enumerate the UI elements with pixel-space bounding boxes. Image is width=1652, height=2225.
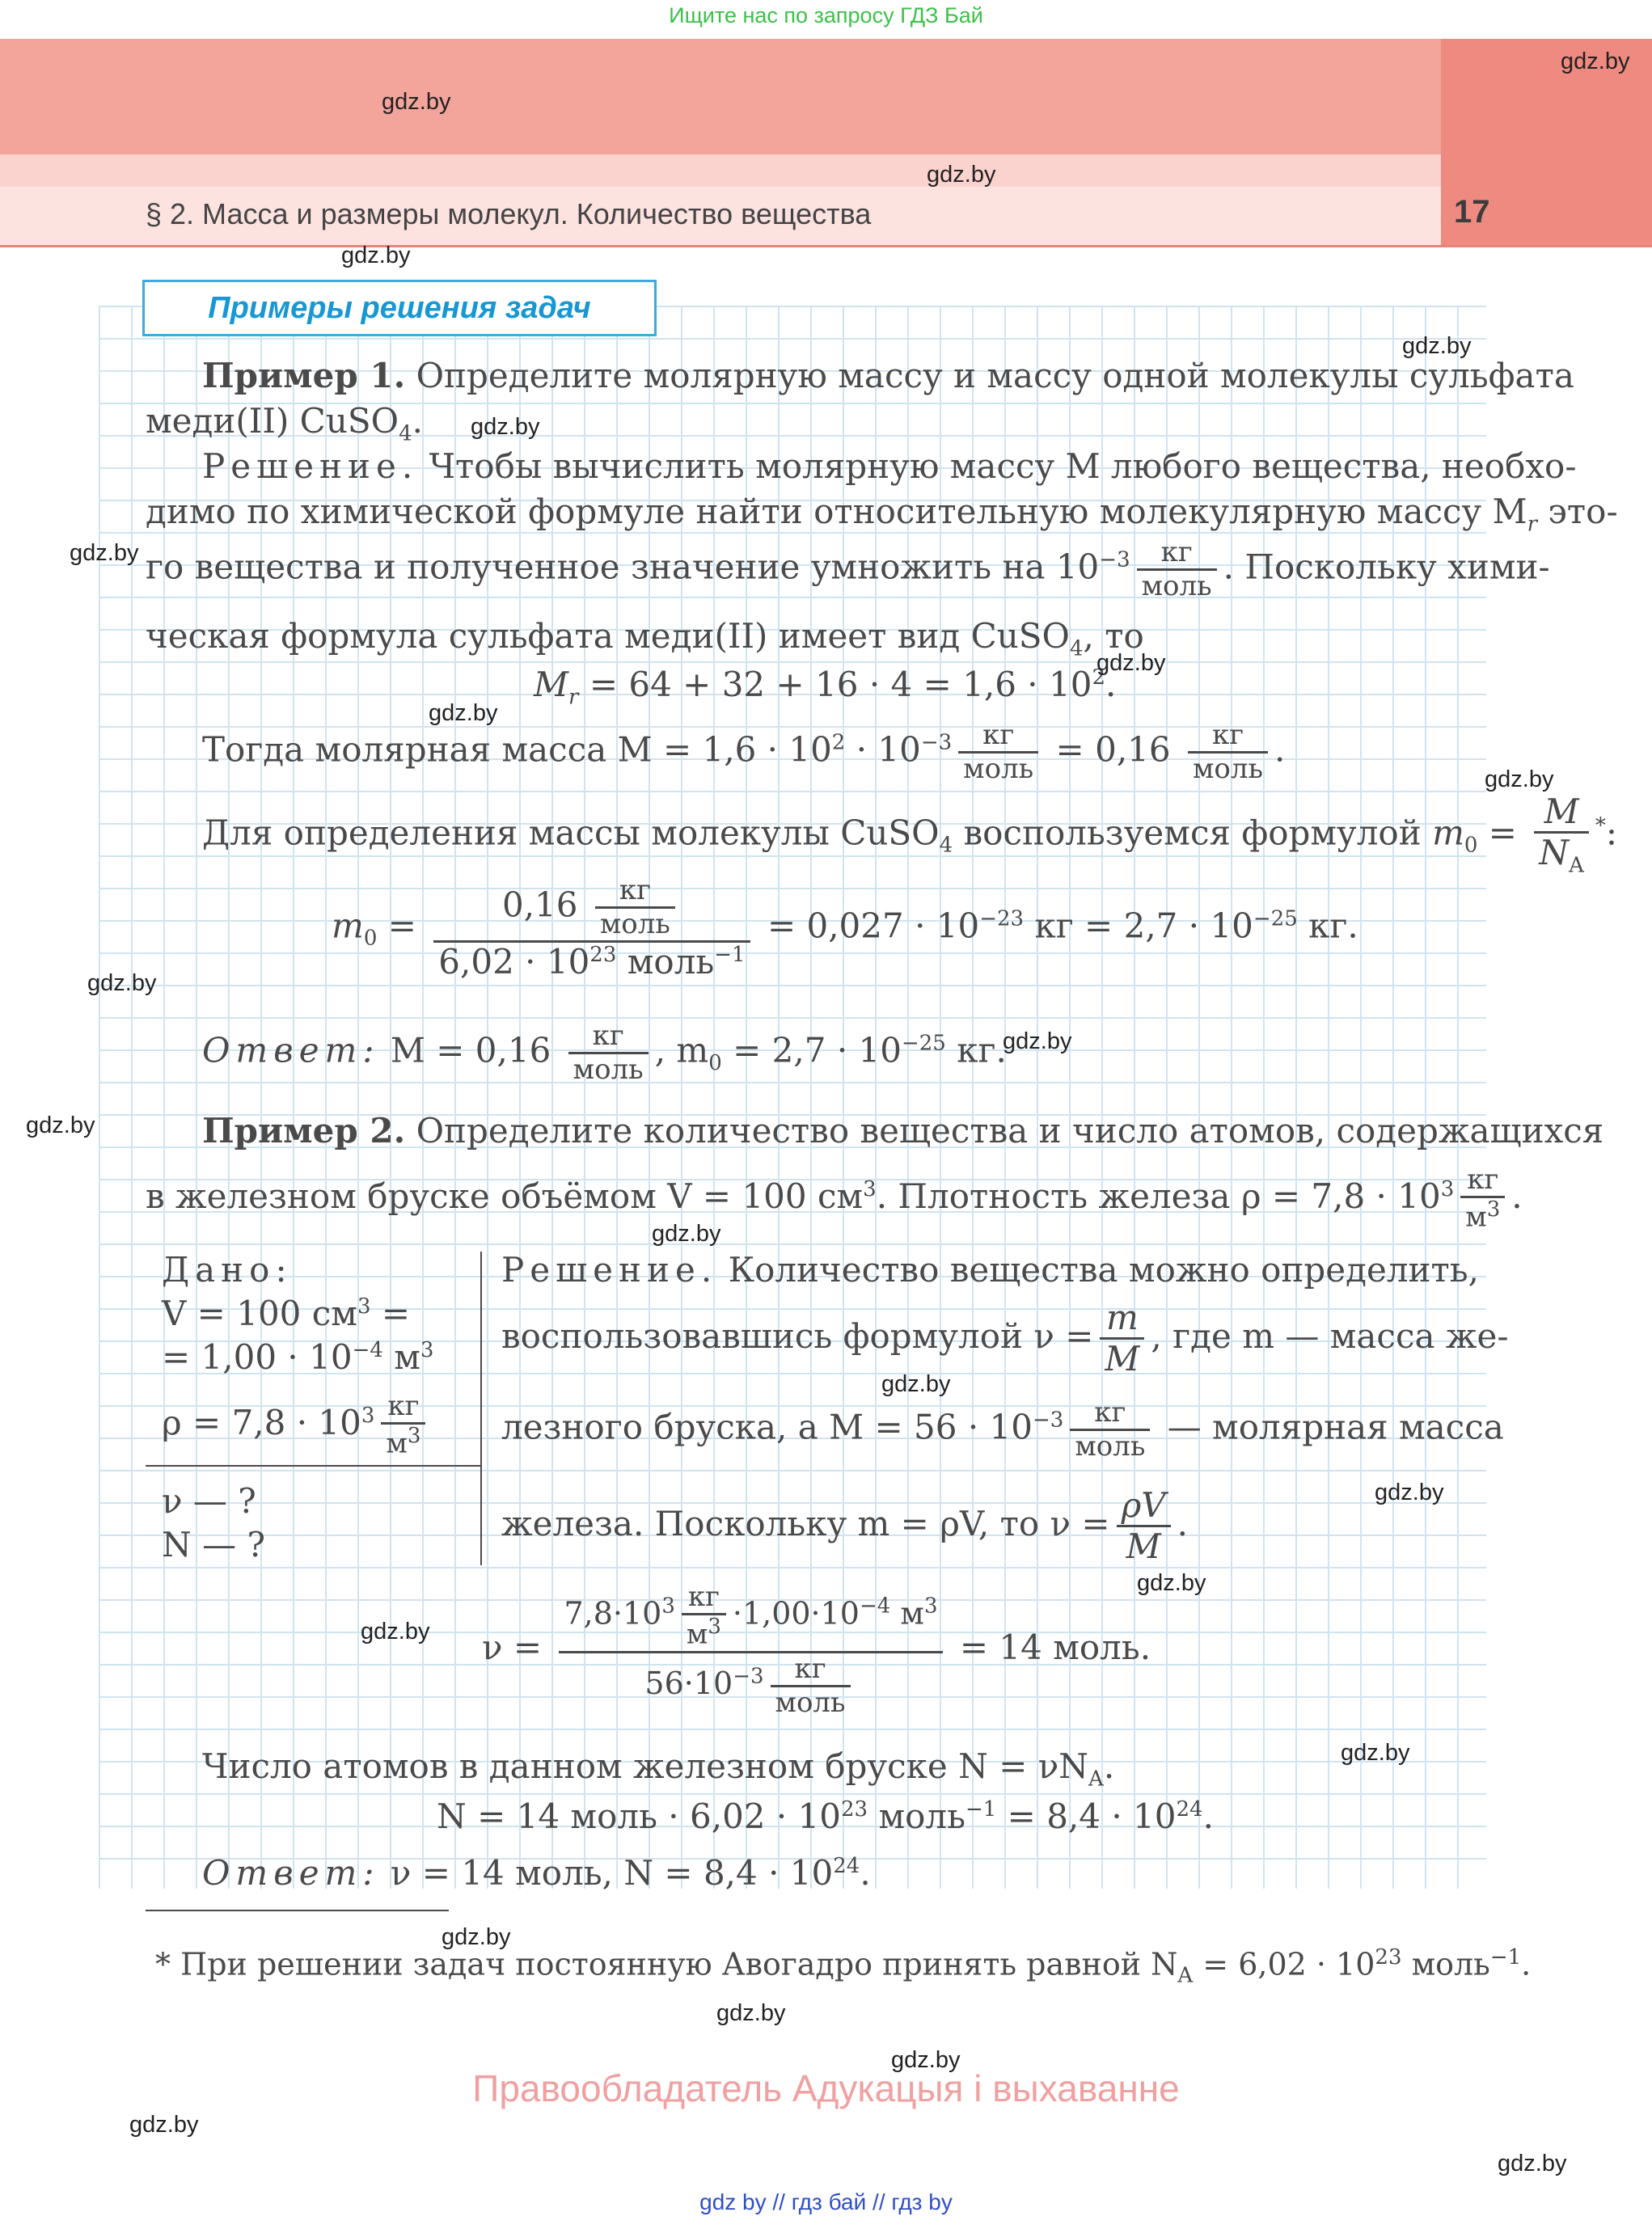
example2-task-line: в железном бруске объёмом V = 100 $см^3$. Плотность железа $\rho = 7,8 \cdot 10^3$ $\frac{кг}{м^3}$ . bbox=[146, 1163, 1523, 1234]
watermark: gdz.by bbox=[471, 414, 540, 440]
example1-solution-line: димо по химической формуле найти относительную молекулярную массу $M_r$ это- bbox=[146, 492, 1618, 537]
given-label: Дано: bbox=[162, 1250, 293, 1290]
bottom-links[interactable]: gdz by // гдз бай // гдз by bbox=[699, 2189, 953, 2214]
watermark: gdz.by bbox=[26, 1112, 95, 1138]
find-nu: ν — ? bbox=[162, 1481, 256, 1521]
given-density: $\rho = 7,8 \cdot 10^3$ $\frac{кг}{м^3}$ bbox=[162, 1391, 432, 1460]
example1-solution-line: ческая формула сульфата меди(II) имеет вид CuSO$_4$, то bbox=[146, 616, 1144, 661]
mr-formula: $M_r = 64 + 32 + 16 \cdot 4 = 1,6 \cdot 10^2$. bbox=[534, 665, 1117, 710]
watermark: gdz.by bbox=[361, 1619, 430, 1644]
example2-answer: Ответ: ν = 14 моль, $N = 8,4 \cdot 10^{24}$. bbox=[202, 1853, 871, 1893]
watermark: gdz.by bbox=[1485, 766, 1554, 792]
watermark: gdz.by bbox=[1096, 650, 1166, 676]
copyright-notice: Правообладатель Адукацыя і выхаванне bbox=[472, 2067, 1180, 2109]
watermark: gdz.by bbox=[1341, 1740, 1410, 1766]
footnote-rule bbox=[146, 1910, 449, 1911]
example1-answer: Ответ: M = 0,16 $\frac{кг}{\text{моль}}$ , $m_0 = 2,7 \cdot 10^{-25}$ кг. bbox=[202, 1020, 1007, 1087]
watermark: gdz.by bbox=[129, 2112, 199, 2138]
watermark: gdz.by bbox=[442, 1924, 511, 1950]
watermark: gdz.by bbox=[1498, 2151, 1567, 2176]
molar-mass-line: Тогда молярная масса $M = 1,6 \cdot 10^2 \cdot 10^{-3}$ $\frac{кг}{\text{моль}}$ = 0,16 $\frac{кг}{\text{моль}}$ . bbox=[202, 719, 1286, 786]
header-band-light bbox=[0, 154, 1441, 187]
watermark: gdz.by bbox=[382, 89, 451, 115]
example1-solution-line: Решение. Чтобы вычислить молярную массу M любого вещества, необхо- bbox=[202, 446, 1577, 486]
example2-task-line: Пример 2. Определите количество вещества и число атомов, содержащихся bbox=[202, 1111, 1604, 1150]
example2-solution-line: лезного бруска, а $M = 56 \cdot 10^{-3}$ $\frac{кг}{\text{моль}}$ — молярная масса bbox=[501, 1396, 1504, 1463]
watermark: gdz.by bbox=[429, 700, 498, 726]
atoms-line: Число атомов в данном железном бруске $N = \nu N_A$. bbox=[202, 1746, 1115, 1792]
nu-calc: ν = $7,8\cdot 10^3$ $\frac{кг}{м^3}$ $\cdot 1,00\cdot 10^{-4}$ $м^3$ $56\cdot 10^{-3}$ $\frac{кг}{\text{моль}}$ = 14 моль. bbox=[482, 1581, 1151, 1719]
watermark: gdz.by bbox=[927, 162, 996, 188]
watermark: gdz.by bbox=[1375, 1480, 1444, 1505]
watermark: gdz.by bbox=[87, 970, 157, 996]
watermark: gdz.by bbox=[70, 540, 139, 566]
watermark: gdz.by bbox=[1137, 1570, 1206, 1596]
watermark: gdz.by bbox=[341, 243, 411, 268]
watermark: gdz.by bbox=[652, 1221, 721, 1247]
watermark: gdz.by bbox=[891, 2047, 961, 2073]
footnote: * При решении задач постоянную Авогадро принять равной $N_A = 6,02 \cdot 10^{23}$ моль$^{-1}$. bbox=[155, 1945, 1532, 1988]
m0-calc: $m_0$ = 0,16 $\frac{кг}{\text{моль}}$ $6,02 \cdot 10^{23}$ моль$^{-1}$ = $0,027 \cdot 10^{-23}$ кг = $2,7 \cdot 10^{-25}$ кг. bbox=[332, 874, 1358, 982]
m0-intro-line: Для определения массы молекулы CuSO$_4$ воспользуемся формулой $m_0$ = $\frac{M}{N_A}$ *: bbox=[202, 792, 1618, 878]
example1-solution-line: го вещества и полученное значение умножить на $10^{-3}$ $\frac{кг}{\text{моль}}$ . Поскольку хими- bbox=[146, 536, 1550, 603]
header-rule bbox=[0, 245, 1652, 247]
given-divider-vertical bbox=[480, 1252, 482, 1565]
watermark: gdz.by bbox=[1003, 1028, 1072, 1054]
page-number: 17 bbox=[1454, 194, 1490, 230]
watermark: gdz.by bbox=[1402, 333, 1472, 359]
given-volume-si: = $1,00 \cdot 10^{-4}$ $м^3$ bbox=[162, 1337, 434, 1377]
section-title: § 2. Масса и размеры молекул. Количество вещества bbox=[146, 197, 872, 230]
watermark: gdz.by bbox=[716, 2000, 786, 2026]
n-calc: N = 14 моль · $6,02 \cdot 10^{23}$ моль$^{-1}$ = $8,4 \cdot 10^{24}$. bbox=[437, 1796, 1214, 1836]
given-volume: V = 100 $см^3$ = bbox=[162, 1294, 411, 1333]
find-n: N — ? bbox=[162, 1525, 265, 1564]
watermark: gdz.by bbox=[1561, 49, 1630, 74]
watermark: gdz.by bbox=[881, 1371, 951, 1397]
given-divider bbox=[146, 1465, 480, 1467]
example2-solution-line: воспользовавшись формулой ν = $\frac{m}{M}$ , где m — масса же- bbox=[501, 1298, 1509, 1379]
example1-task-line: Пример 1. Определите молярную массу и массу одной молекулы сульфата bbox=[202, 356, 1574, 395]
top-note: Ищите нас по запросу ГДЗ Бай bbox=[669, 3, 983, 27]
examples-header: Примеры решения задач bbox=[142, 280, 657, 336]
example1-task-line: меди(II) CuSO$_4$. bbox=[146, 401, 423, 446]
example2-solution-line: Решение. Количество вещества можно определить, bbox=[501, 1250, 1479, 1290]
header-band bbox=[0, 39, 1441, 154]
example2-solution-line: железа. Поскольку m = ρV, то ν = $\frac{\rho V}{M}$ . bbox=[501, 1485, 1188, 1567]
